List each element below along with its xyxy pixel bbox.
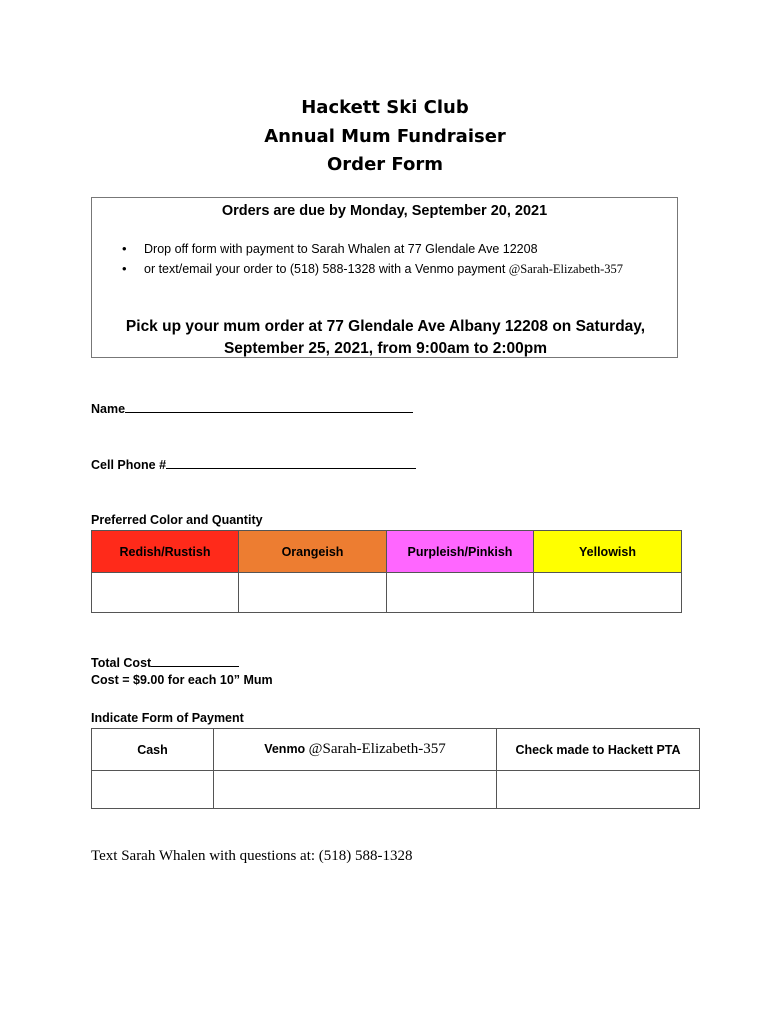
color-header-yellow: Yellowish (534, 531, 682, 573)
venmo-handle: @Sarah-Elizabeth-357 (508, 262, 624, 276)
quantity-red-cell[interactable] (92, 573, 239, 613)
pickup-info: Pick up your mum order at 77 Glendale Ave Albany 12208 on Saturday, September 25, 2021, from 9:00am to 2:00pm (125, 318, 646, 357)
payment-cash-cell[interactable] (92, 771, 214, 809)
title-fundraiser: Annual Mum Fundraiser (264, 125, 506, 147)
title-order-form: Order Form (327, 154, 443, 175)
total-cost-field (91, 654, 239, 670)
color-quantity-table (91, 530, 682, 613)
payment-cash-header: Cash (92, 729, 214, 771)
total-cost-input-line[interactable] (151, 654, 239, 667)
dropoff-instruction: • Drop off form with payment to Sarah Whalen at 77 Glendale Ave 12208 (122, 239, 667, 259)
quantity-orange-cell[interactable] (239, 573, 387, 613)
quantity-pink-cell[interactable] (387, 573, 534, 613)
instructions-list (122, 239, 667, 279)
payment-section-label: Indicate Form of Payment (91, 711, 244, 725)
phone-field (91, 456, 416, 472)
order-info-box (91, 197, 678, 358)
payment-venmo-cell[interactable] (214, 771, 497, 809)
payment-venmo-header: Venmo @Sarah-Elizabeth-357 (214, 729, 497, 771)
due-date-text: Orders are due by Monday, September 20, 2021 (221, 203, 548, 219)
payment-check-header: Check made to Hackett PTA (497, 729, 700, 771)
phone-input-line[interactable] (166, 456, 416, 469)
name-input-line[interactable] (125, 400, 413, 413)
quantity-yellow-cell[interactable] (534, 573, 682, 613)
form-title (0, 94, 770, 180)
name-label: Name (91, 402, 126, 416)
phone-label: Cell Phone # (91, 458, 167, 472)
payment-table (91, 728, 700, 809)
total-cost-label: Total Cost (91, 656, 152, 670)
color-header-pink: Purpleish/Pinkish (387, 531, 534, 573)
footer-contact: Text Sarah Whalen with questions at: (518) 588-1328 (91, 848, 413, 864)
cost-note: Cost = $9.00 for each 10” Mum (91, 673, 273, 687)
title-club: Hackett Ski Club (301, 97, 469, 118)
color-header-orange: Orangeish (239, 531, 387, 573)
name-field (91, 400, 413, 416)
payment-check-cell[interactable] (497, 771, 700, 809)
text-order-instruction: • or text/email your order to (518) 588-1328 with a Venmo payment @Sarah-Elizabeth-357 (122, 259, 667, 279)
payment-venmo-handle: @Sarah-Elizabeth-357 (308, 741, 446, 757)
color-header-red: Redish/Rustish (92, 531, 239, 573)
color-section-label: Preferred Color and Quantity (91, 513, 263, 527)
